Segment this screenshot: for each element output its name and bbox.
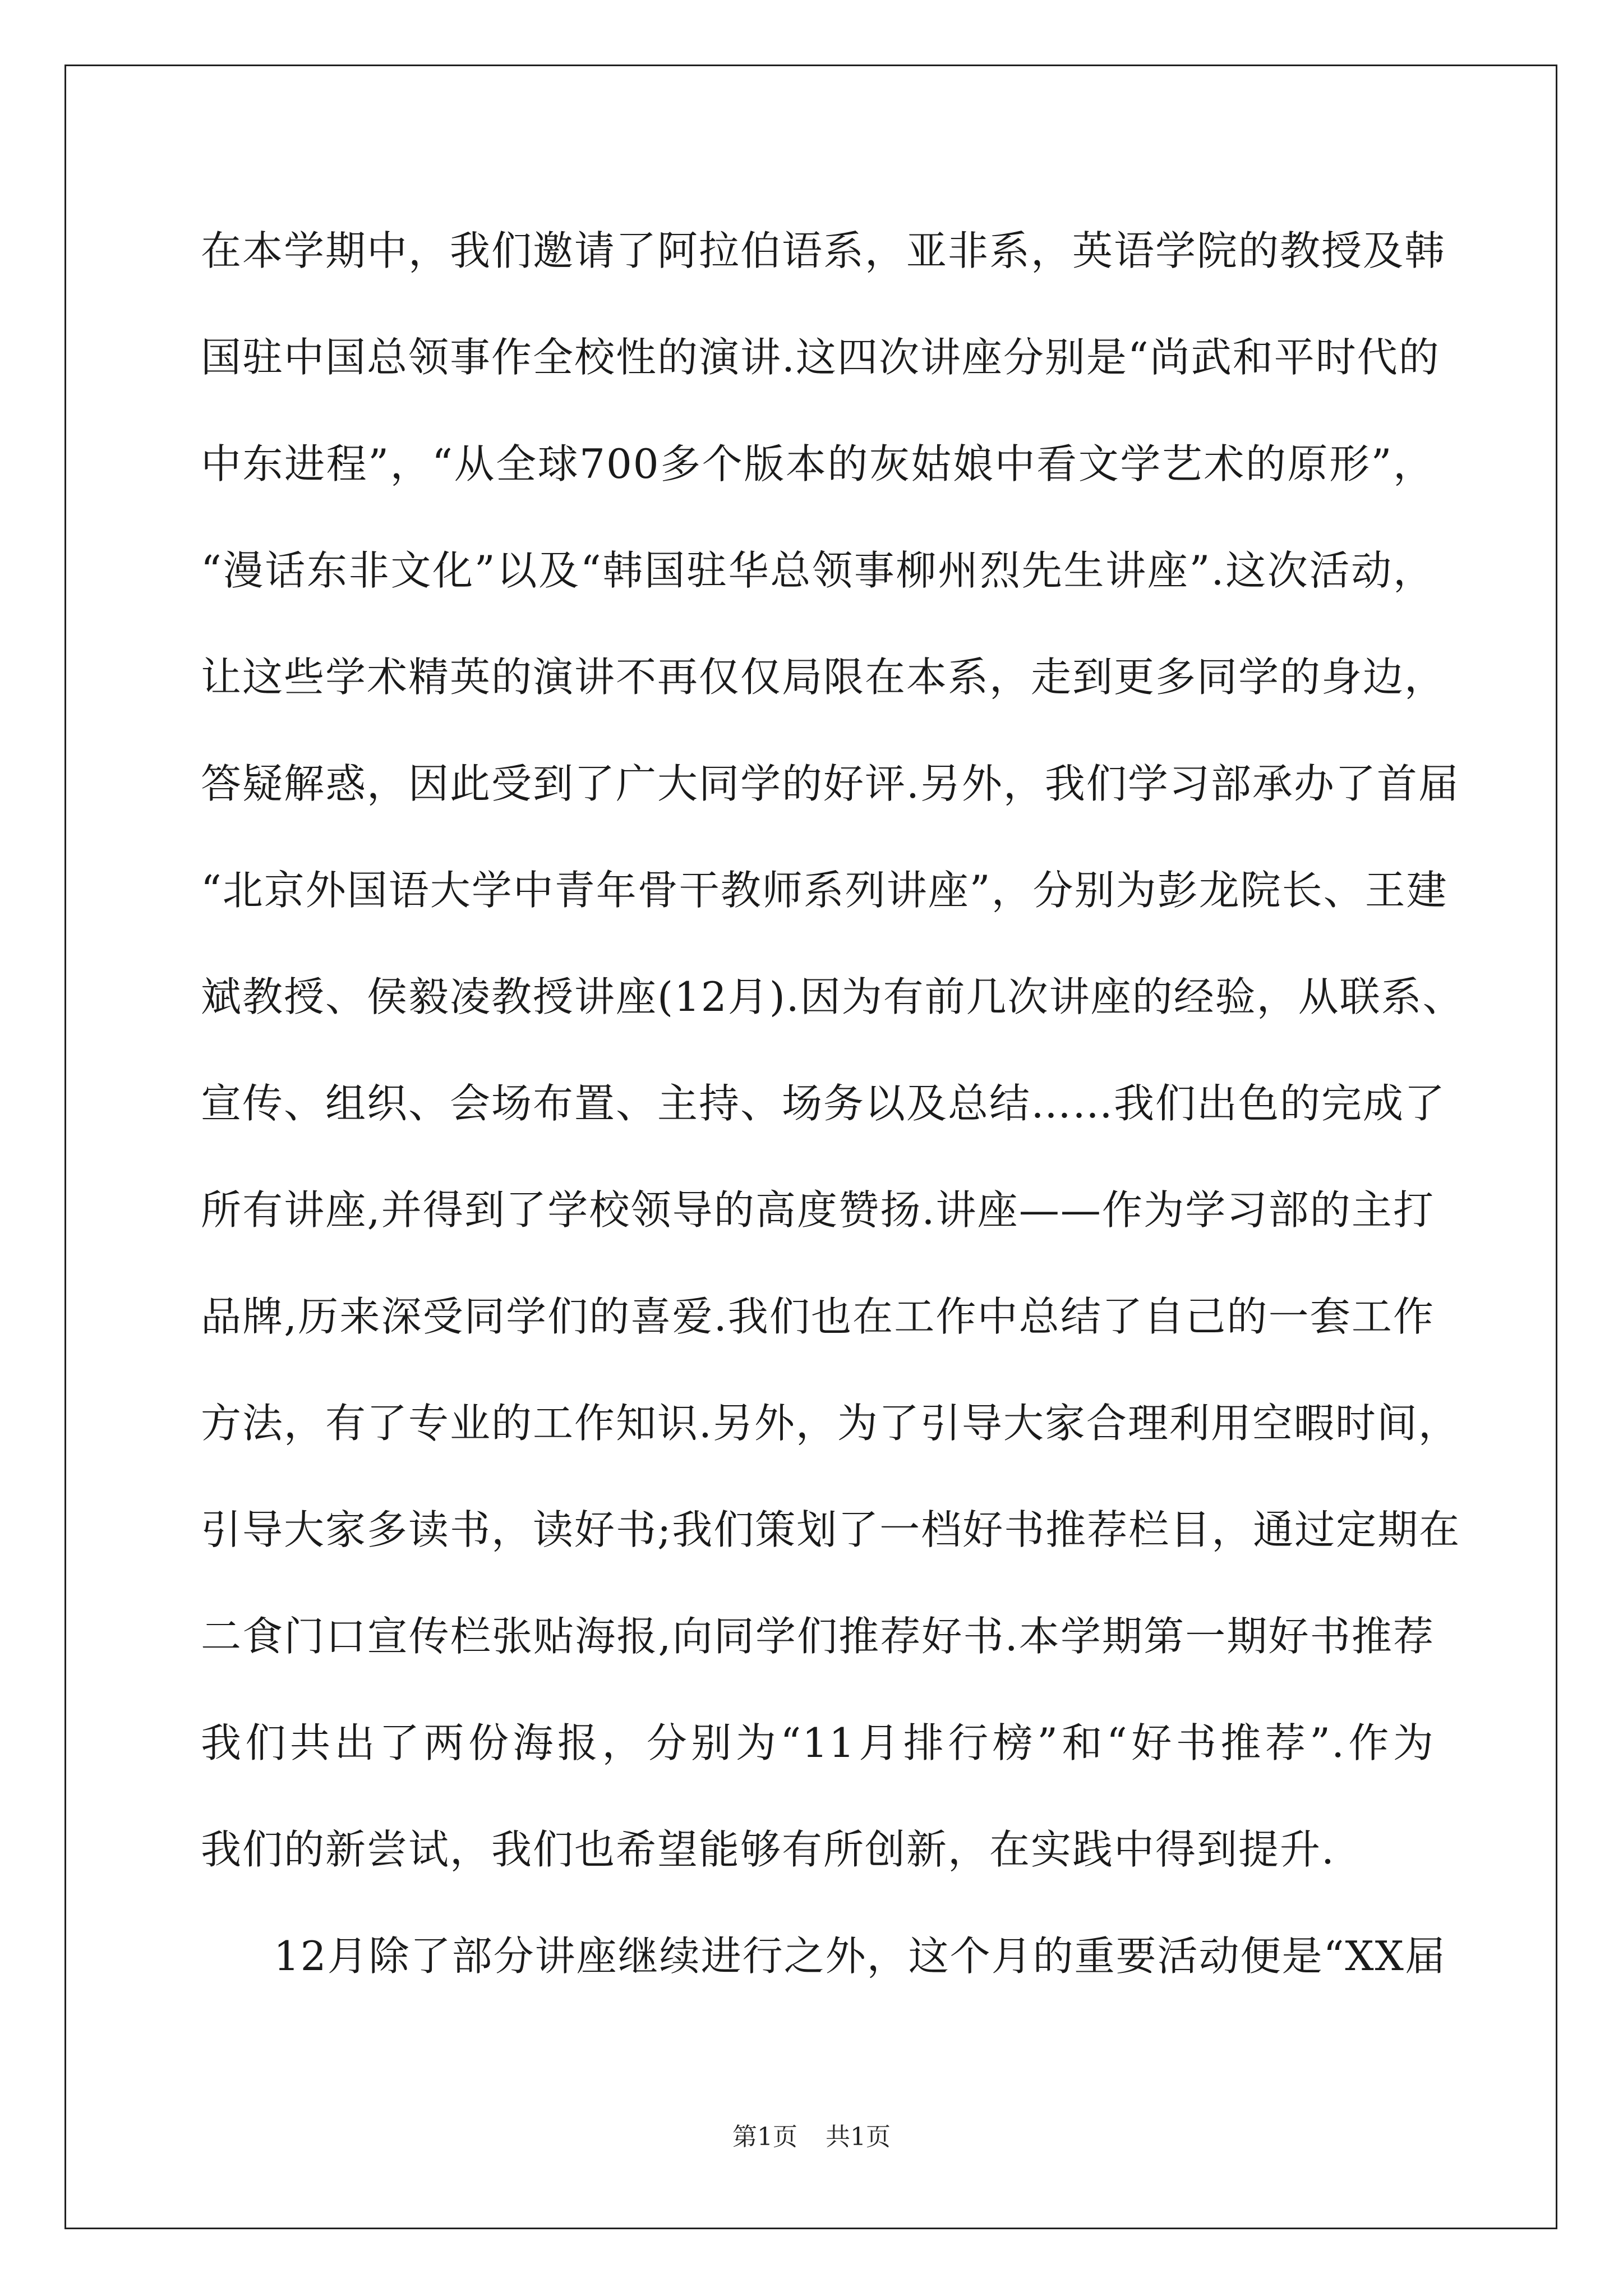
text-line: 在本学期中，我们邀请了阿拉伯语系，亚非系，英语学院的教授及韩 — [201, 227, 1446, 274]
document-body — [201, 209, 1464, 2021]
text-line: 品牌,历来深受同学们的喜爱.我们也在工作中总结了自己的一套工作 — [201, 1293, 1435, 1340]
text-line: “北京外国语大学中青年骨干教师系列讲座”，分别为彭龙院长、王建 — [201, 867, 1448, 914]
text-line: 所有讲座,并得到了学校领导的高度赞扬.讲座——作为学习部的主打 — [201, 1186, 1435, 1234]
paragraph-start-line: 12月除了部分讲座继续进行之外，这个月的重要活动便是“XX届 — [274, 1932, 1446, 1980]
page-number: 第1页 — [732, 2123, 797, 2151]
text-line: 斌教授、侯毅凌教授讲座(12月).因为有前几次讲座的经验，从联系、 — [201, 973, 1464, 1020]
page-footer — [0, 2120, 1623, 2154]
page-total: 共1页 — [826, 2123, 891, 2151]
text-line: 二食门口宣传栏张贴海报,向同学们推荐好书.本学期第一期好书推荐 — [201, 1613, 1435, 1660]
text-line: 宣传、组织、会场布置、主持、场务以及总结……我们出色的完成了 — [201, 1080, 1446, 1127]
text-line: 引导大家多读书，读好书;我们策划了一档好书推荐栏目，通过定期在 — [201, 1506, 1461, 1553]
text-line: 国驻中国总领事作全校性的演讲.这四次讲座分别是“尚武和平时代的 — [201, 334, 1440, 381]
text-line: 我们共出了两份海报，分别为“11月排行榜”和“好书推荐”.作为 — [201, 1719, 1435, 1766]
text-line: 方法，有了专业的工作知识.另外，为了引导大家合理利用空暇时间， — [201, 1400, 1460, 1447]
text-line: 让这些学术精英的演讲不再仅仅局限在本系，走到更多同学的身边， — [201, 654, 1446, 701]
text-line: 中东进程”，“从全球700多个版本的灰姑娘中看文学艺术的原形”， — [201, 440, 1435, 487]
text-line: 我们的新尝试，我们也希望能够有所创新，在实践中得到提升. — [201, 1826, 1335, 1873]
text-line: “漫话东非文化”以及“韩国驻华总领事柳州烈先生讲座”.这次活动， — [201, 547, 1435, 594]
text-line: 答疑解惑，因此受到了广大同学的好评.另外，我们学习部承办了首届 — [201, 760, 1460, 807]
